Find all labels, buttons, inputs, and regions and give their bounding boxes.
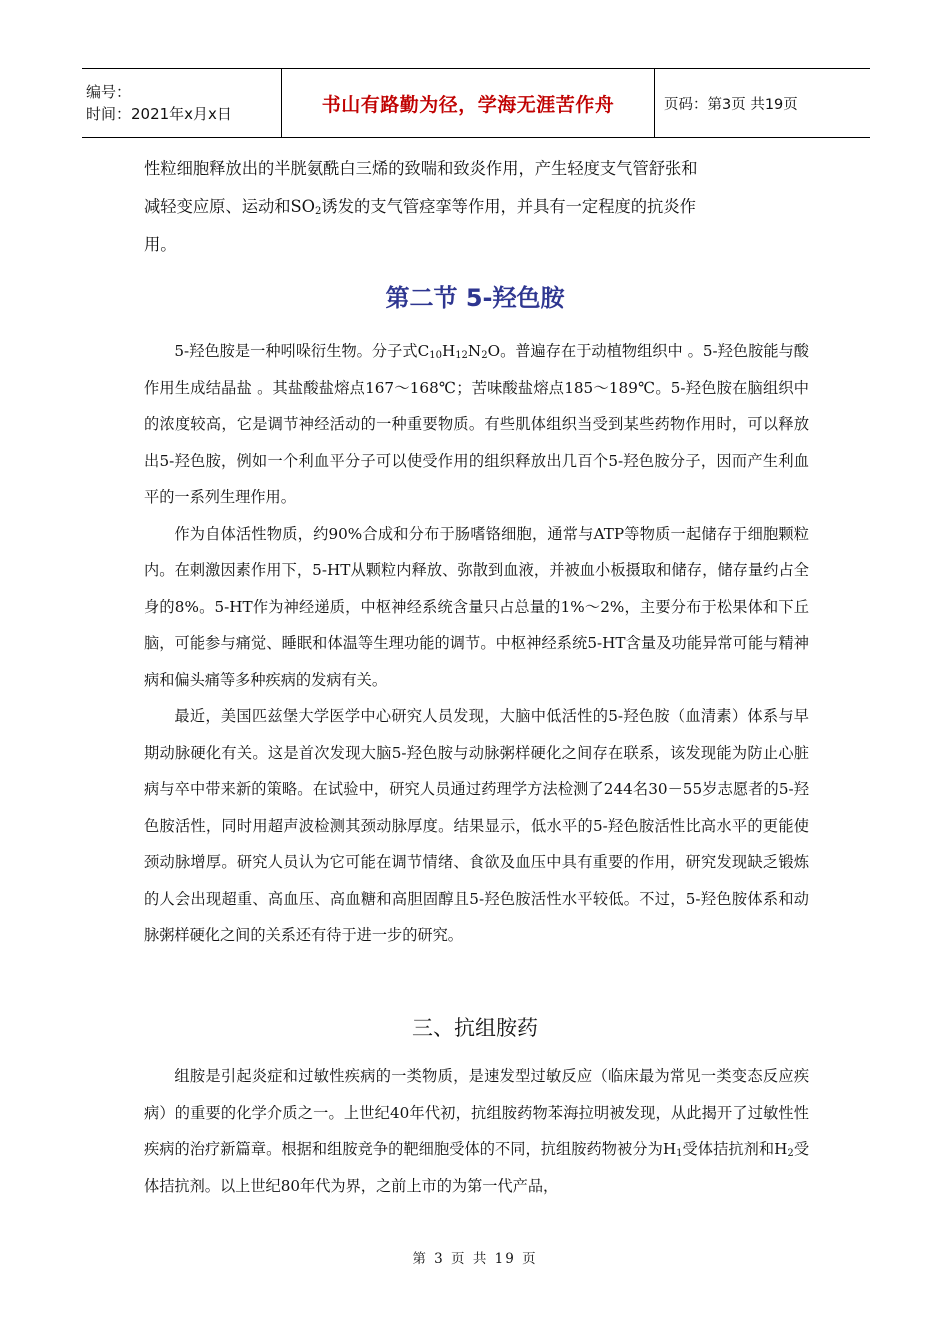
serotonin-paragraph-2: 作为自体活性物质，约90%合成和分布于肠嗜铬细胞，通常与ATP等物质一起储存于细胞颗粒内。在刺激因素作用下，5-HT从颗粒内释放、弥散到血液，并被血小板摄取和储存，储存量约占全身的8%。5-HT作为神经递质，中枢神经系统含量只占总量的1%～2%，主要分布于松果体和下丘脑，可能参与痛觉、睡眠和体温等生理功能的调节。中枢神经系统5-HT含量及功能异常可能与精神病和偏头痛等多种疾病的发病有关。 bbox=[144, 524, 809, 689]
intro-subscript: 2 bbox=[315, 206, 322, 217]
header-page-number: 页码：第3页 共19页 bbox=[664, 96, 798, 113]
intro-paragraph bbox=[144, 150, 809, 264]
section-heading-antihistamine: 三、抗组胺药 bbox=[412, 1016, 538, 1040]
intro-line-3: 用。 bbox=[144, 235, 177, 254]
section-heading-serotonin: 第二节 5-羟色胺 bbox=[385, 284, 565, 312]
antihistamine-paragraph-1: 组胺是引起炎症和过敏性疾病的一类物质，是速发型过敏反应（临床最为常见一类变态反应疾病）的重要的化学介质之一。上世纪40年代初，抗组胺药物苯海拉明被发现，从此揭开了过敏性性疾病的治疗新篇章。根据和组胺竞争的靶细胞受体的不同，抗组胺药物被分为$H_1$受体拮抗剂和$H_2$受体拮抗剂。以上世纪80年代为界，之前上市的为第一代产品， bbox=[144, 1067, 810, 1195]
page-header bbox=[82, 68, 870, 138]
time-label: 时间：2021年x月x日 bbox=[86, 105, 232, 123]
serial-label: 编号： bbox=[86, 83, 132, 101]
antihistamine-section-body bbox=[144, 1058, 809, 1204]
page-footer: 第 3 页 共 19 页 bbox=[412, 1251, 538, 1267]
serotonin-paragraph-3: 最近，美国匹兹堡大学医学中心研究人员发现，大脑中低活性的5-羟色胺（血清素）体系与早期动脉硬化有关。这是首次发现大脑5-羟色胺与动脉粥样硬化之间存在联系，该发现能为防止心脏病与卒中带来新的策略。在试验中，研究人员通过药理学方法检测了244名30－55岁志愿者的5-羟色胺活性，同时用超声波检测其颈动脉厚度。结果显示，低水平的5-羟色胺活性比高水平的更能使颈动脉增厚。研究人员认为它可能在调节情绪、食欲及血压中具有重要的作用，研究发现缺乏锻炼的人会出现超重、高血压、高血糖和高胆固醇且5-羟色胺活性水平较低。不过，5-羟色胺体系和动脉粥样硬化之间的关系还有待于进一步的研究。 bbox=[144, 707, 809, 944]
header-motto: 书山有路勤为径，学海无涯苦作舟 bbox=[282, 69, 655, 137]
intro-line-1: 性粒细胞释放出的半胱氨酰白三烯的致喘和致炎作用，产生轻度支气管舒张和 bbox=[144, 159, 698, 178]
intro-line-2a: 减轻变应原、运动和SO bbox=[144, 197, 316, 216]
serotonin-section-body bbox=[144, 333, 809, 954]
header-info-cell bbox=[82, 69, 282, 137]
serotonin-paragraph-1: 5-羟色胺是一种吲哚衍生物。分子式$C_{10}H_{12}N_2O$。普遍存在于动植物组织中 。5-羟色胺能与酸作用生成结晶盐 。其盐酸盐熔点167～168℃；苦味酸盐熔点185～189℃。5-羟色胺在脑组织中的浓度较高，它是调节神经活动的一种重要物质。有些肌体组织当受到某些药物作用时，可以释放出5-羟色胺，例如一个利血平分子可以使受作用的组织释放出几百个5-羟色胺分子，因而产生利血平的一系列生理作用。 bbox=[144, 342, 809, 506]
intro-line-2b: 诱发的支气管痉挛等作用，并具有一定程度的抗炎作 bbox=[321, 197, 696, 216]
